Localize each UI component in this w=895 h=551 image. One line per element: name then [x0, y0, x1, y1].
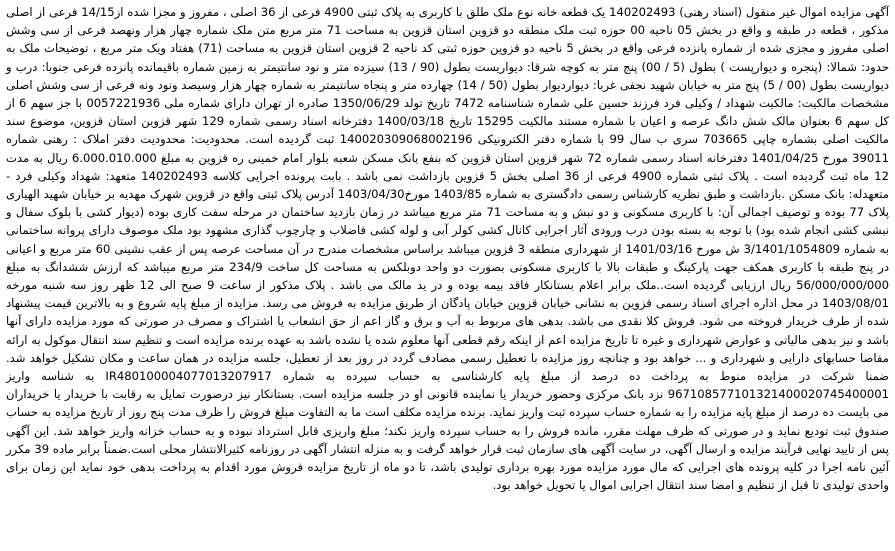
auction-notice-text: آگهی مزایده اموال غیر منقول (اسناد رهنی) 140202493 یک قطعه خانه نوع ملک طلق با کاربری به پلاک ثبتی 4900 فرعی از 36 اصلی ، مفروز و مجزا شده از14/15 فرعی از اصلی مذکور ، قطعه در طبقه و واقع در بخش 05 ناحیه 00 حوزه ثبت ملک منطقه دو قزوین استان قزوین به مساحت 71 متر مربع متن ملک شماره چهار هزار ونهصد فرعی از سی وشش اصلی مفروز و مجزی شده از شماره پانزده فرعی واقع در بخش 5 ناحیه دو قزوین حوزه ثبتی کد ناحیه 2 قزوین استان قزوین به مساحت (71) هفتاد ویک متر مربع ، توضیحات ملک به حدود: شمالا: (پنجره و دیوارپست ) بطول (5 / 00) پنج متر به کوچه شرقا: دیواریست بطول (90 / 13) سیزده متر و نود سانتیمتر به زمین شماره باقیمانده پانزده فرعی جنوبا: درب و دیواریست بطول (00 / 5) پنج متر به خیابان شهید نجفی غربا: دیواردیوار بطول (50 / 14) چهارده متر و پنجاه سانتیمتر به شماره چهار هزار وسیصد ونود ونه فرعی از سی وشش اصلی مشخصات مالکیت: مالکیت شهداد / وکیلی فرد فرزند حسین علی شماره شناسنامه 7472 تاریخ تولد 1350/06/29 صادره از تهران دارای شماره ملی 0057221936 با جز سهم 6 از کل سهم 6 بعنوان مالک شش دانگ عرصه و اعیان با شماره مستند مالکیت 15295 تاریخ 1400/03/18 دفترخانه اسناد رسمی شماره 129 شهر قزوین استان قزوین، موضوع سند مالکیت اصلی بشماره چاپی 703665 سری ب سال 99 با شماره دفتر الکترونیکی 140020309068002196 ثبت گردیده است. محدودیت: محدودیت دفتر املاک : رهنی شماره 39011 مورخ 1401/04/25 دفترخانه اسناد رسمی شماره 72 شهر قزوین استان قزوین که بنفع بانک مسکن شعبه بلوار امام خمینی ره قزوین به مبلغ 6.000.010.000 ریال به مدت 12 ماه ثبت گردیده است . پلاک ثبتی شماره 4900 فرعی از 36 اصلی بخش 5 قزوین بازداشت نمی باشد . بابت پرونده اجرایی کلاسه 140202493 متعهد: شهداد وکیلی فرد - متعهدله: بانک مسکن .بازداشت و طبق نظریه کارشناس رسمی دادگستری به شماره 1403/85 مورخ1403/04/30 آدرس پلاک ثبتی واقع در قزوین شهرک مهدیه بر خیابان شهید الهیاری پلاک 77 بوده و توصیف اجمالی آن: با کاربری مسکونی و دو نبش و به مساحت 71 متر مربع میباشد در زمان بازدید ساختمان در مرحله سفت کاری بوده (دیوار کشی با بلوک سفال و نبشی کشی انجام شده بود) با توجه به بسته بودن درب ورودی آثار اجرایی کانال کشی کولر آبی و لوله کشی فاضلاب و چارچوب گذاری مشهود بود ملک موصوف دارای پروانه ساختمانی به شماره 3/1401/1054809 ش مورخ 1401/03/16 از شهرداری منطقه 3 قزوین میباشد براساس مشخصات مندرج در آن مساحت عرصه پس از عقب نشینی 60 متر مربع و اعیانی در پنج طبقه با کاربری همکف جهت پارکینگ و طبقات بالا با کاربری مسکونی بصورت دو واحد دوبلکس به مساحت کل ساخت 234/9 متر مربع میباشد که ارزش ششدانگ به مبلغ 56/000/000/000 ریال ارزیابی گردیده است..ملک برابر اعلام بستانکار فاقد بیمه بوده و در ید مالک می باشد . پلاک مذکور از ساعت 9 صبح الی 12 ظهر روز سه شنبه مورخه 1403/08/01 در محل اداره اجرای اسناد رسمی قزوین به نشانی خیابان قزوین خیابان پادگان از طریق مزایده به فروش می رسد. مزایده از مبلغ پایه شروع و به بالاترین قیمت پیشنهاد شده از طرف خریدار فروخته می شود. فروش کلا نقدی می باشد. بدهی های مربوط به آب و برق و گاز اعم از حق انشعاب یا اشتراک و مصرف در صورتی که مورد مزایده دارای آنها باشد و نیز بدهی مالیاتی و عوارض شهرداری و غیره تا تاریخ مزایده اعم از اینکه رقم قطعی آنها معلوم شده یا نشده باشد به عهده برنده مزایده است و تنظیم سند انتقال موکول به ارائه مفاصا حسابهای دارایی و شهرداری و ... خواهد بود و چنانچه روز مزایده با تعطیل رسمی مصادف گردد در روز بعد از تعطیل، جلسه مزایده در همان ساعت و مکان تشکیل خواهد شد. ضمنا شرکت در مزایده منوط به پرداخت ده درصد از مبلغ پایه کارشناسی به حساب سپرده به شماره IR480100004077013207917 به شناسه واریز 967108577101321400020745400001 نزد بانک مرکزی وحضور خریدار یا نماینده قانونی او در جلسه مزایده است. بستانکار نیز درصورت تمایل به رقابت با خریدار یا خریداران می بایست ده درصد از مبلغ پایه مزایده را به شماره حساب سپرده ثبت واریز نماید. برنده مزایده مکلف است ما به التفاوت مبلغ فروش را ظرف مدت پنج روز از تاریخ مزایده به حساب صندوق ثبت تودیع نماید و در صورتی که ظرف مهلت مقرر، مانده فروش را به حساب سپرده واریز نکند؛ مبلغ واریزی قابل استرداد نبوده و به حساب خزانه واریز خواهد شد. این آگهی پس از تایید نهایی فرآیند مزایده و ارسال آگهی، در سایت آگهی های سازمان ثبت قرار خواهد گرفت و به منزله انتشار آگهی در روزنامه کثیرالانتشار محلی است.ضمناً برابر ماده 39 مکرر آئین نامه اجرا در کلیه پرونده های اجرایی که مال مورد مزایده مورد بهره برداری تولیدی باشد، تا دو ماه از تاریخ مزایده فروش مورد اقدام به پرداخت بدهی خود نماید این زمان برای واحدی تولیدی تا قبل از تنظیم و امضا سند انتقال اجرایی اموال یا تحویل خواهد بود.	[6, 5, 890, 493]
